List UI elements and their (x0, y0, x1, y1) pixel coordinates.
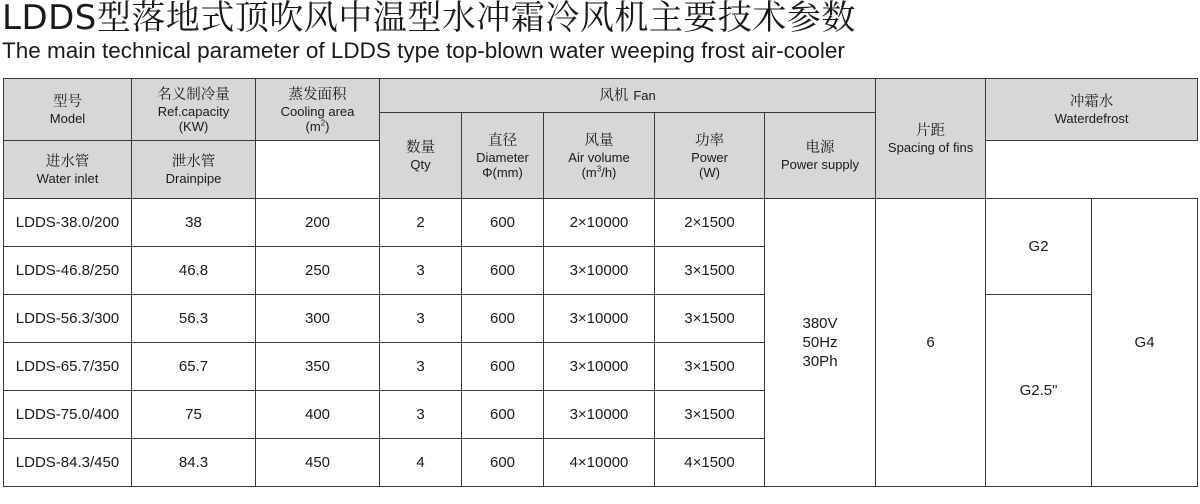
header-area-cn: 蒸发面积 (288, 86, 347, 103)
cell-drain: G4 (1092, 199, 1198, 487)
header-waterdefrost-en: Waterdefrost (1054, 111, 1129, 126)
cell-diameter: 600 (462, 439, 544, 487)
spec-table (3, 78, 1198, 487)
header-inlet (4, 141, 132, 199)
header-supply-en: Power supply (781, 157, 860, 172)
cell-model: LDDS-65.7/350 (4, 343, 132, 391)
table-row (4, 295, 1198, 343)
cell-capacity: 84.3 (132, 439, 256, 487)
cell-model: LDDS-75.0/400 (4, 391, 132, 439)
cell-qty: 3 (380, 391, 462, 439)
cell-air-volume: 3×10000 (544, 295, 655, 343)
header-supply (765, 113, 876, 199)
cell-model: LDDS-56.3/300 (4, 295, 132, 343)
header-model (4, 79, 132, 141)
header-fan-cn: 风机 (599, 87, 629, 104)
cell-air-volume: 3×10000 (544, 343, 655, 391)
header-waterdefrost-cn: 冲霜水 (1069, 94, 1114, 110)
header-fin-cn: 片距 (916, 123, 946, 139)
cell-model: LDDS-46.8/250 (4, 247, 132, 295)
cell-qty: 4 (380, 439, 462, 487)
header-fin (876, 79, 986, 199)
cell-area: 300 (256, 295, 380, 343)
header-power-unit: (W) (699, 164, 720, 180)
power-supply-frequency: 50Hz (802, 334, 838, 351)
cell-power: 3×1500 (655, 247, 765, 295)
header-row-1 (4, 79, 1198, 113)
header-qty (380, 113, 462, 199)
cell-qty: 3 (380, 247, 462, 295)
header-power-cn: 功率 (695, 132, 724, 149)
cell-air-volume: 4×10000 (544, 439, 655, 487)
cell-qty: 2 (380, 199, 462, 247)
header-inlet-cn: 进水管 (45, 154, 90, 170)
cell-power: 3×1500 (655, 295, 765, 343)
cell-capacity: 65.7 (132, 343, 256, 391)
cell-power: 2×1500 (655, 199, 765, 247)
cell-capacity: 46.8 (132, 247, 256, 295)
cell-diameter: 600 (462, 247, 544, 295)
header-air-volume (544, 113, 655, 199)
cell-air-volume: 2×10000 (544, 199, 655, 247)
header-capacity-unit: (KW) (178, 118, 209, 134)
header-model-cn: 型号 (53, 94, 82, 110)
cell-power-supply (765, 199, 876, 487)
power-supply-voltage: 380V (802, 315, 838, 332)
header-area-unit: $(m^2)$ (305, 118, 330, 134)
header-diameter (462, 113, 544, 199)
cell-diameter: 600 (462, 295, 544, 343)
header-supply-cn: 电源 (805, 140, 835, 156)
cell-power: 4×1500 (655, 439, 765, 487)
cell-capacity: 75 (132, 391, 256, 439)
cell-fin-spacing: 6 (876, 199, 986, 487)
header-area-en: Cooling area (280, 103, 355, 119)
header-area (256, 79, 380, 141)
cell-model: LDDS-38.0/200 (4, 199, 132, 247)
header-diameter-unit: Φ(mm) (482, 164, 523, 180)
cell-qty: 3 (380, 343, 462, 391)
header-fan-en: Fan (633, 87, 656, 103)
page-title-en: The main technical parameter of LDDS type top-blown water weeping frost air-cooler (2, 38, 845, 63)
cell-capacity: 56.3 (132, 295, 256, 343)
header-capacity (132, 79, 256, 141)
header-drain (132, 141, 256, 199)
cell-area: 350 (256, 343, 380, 391)
header-model-en: Model (49, 111, 86, 126)
cell-air-volume: 3×10000 (544, 247, 655, 295)
header-air-volume-unit: $(m^3/h)$ (581, 164, 617, 180)
cell-area: 450 (256, 439, 380, 487)
power-supply-phase: 30Ph (802, 353, 838, 370)
cell-diameter: 600 (462, 343, 544, 391)
table-row (4, 199, 1198, 247)
header-fin-en: Spacing of fins (887, 140, 974, 155)
header-qty-en: Qty (410, 157, 431, 172)
header-capacity-en: Ref.capacity (157, 103, 230, 119)
header-diameter-cn: 直径 (488, 132, 517, 149)
page-title-cn: LDDS型落地式顶吹风中温型水冲霜冷风机主要技术参数 (2, 0, 856, 38)
cell-inlet-g25: G2.5" (986, 295, 1092, 487)
cell-air-volume: 3×10000 (544, 391, 655, 439)
header-diameter-en: Diameter (476, 149, 529, 165)
cell-area: 400 (256, 391, 380, 439)
header-fan (380, 79, 876, 113)
cell-diameter: 600 (462, 391, 544, 439)
header-drain-en: Drainpipe (165, 171, 222, 186)
cell-model: LDDS-84.3/450 (4, 439, 132, 487)
cell-power: 3×1500 (655, 343, 765, 391)
cell-qty: 3 (380, 295, 462, 343)
cell-inlet-g2: G2 (986, 199, 1092, 295)
cell-capacity: 38 (132, 199, 256, 247)
cell-area: 250 (256, 247, 380, 295)
header-power (655, 113, 765, 199)
header-waterdefrost (986, 79, 1198, 141)
header-qty-cn: 数量 (406, 140, 435, 156)
header-air-volume-en: Air volume (568, 149, 630, 165)
header-inlet-en: Water inlet (36, 171, 99, 186)
cell-area: 200 (256, 199, 380, 247)
header-drain-cn: 泄水管 (171, 154, 216, 170)
header-air-volume-cn: 风量 (584, 132, 614, 149)
header-capacity-cn: 名义制冷量 (157, 86, 230, 103)
header-power-en: Power (691, 149, 728, 165)
cell-power: 3×1500 (655, 391, 765, 439)
cell-diameter: 600 (462, 199, 544, 247)
